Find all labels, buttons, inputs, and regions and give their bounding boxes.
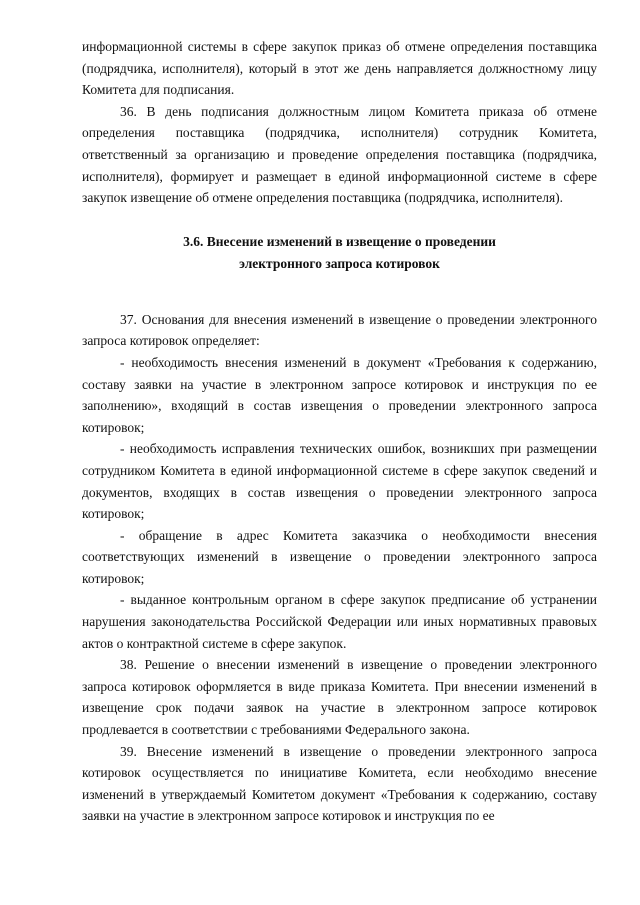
paragraph-39: 39. Внесение изменений в извещение о проведении электронного запроса котировок осуществляется по инициативе Комитета, если необходимо внесение изменений в утверждаемый Комитетом документ «Требования к содержанию, составу заявки на участие в электронном запросе котировок и инструкция по ее [82,743,597,824]
paragraph-37: 37. Основания для внесения изменений в извещение о проведении электронного запроса котировок определяет: [82,311,597,349]
paragraph-continuation: информационной системы в сфере закупок приказ об отмене определения поставщика (подрядчика, исполнителя), который в этот же день направляется должностному лицу Комитета для подписания. [82,39,597,98]
section-heading-line1: 3.6. Внесение изменений в извещение о проведении [183,233,496,249]
list-item-bullet-4: - выданное контрольным органом в сфере закупок предписание об устранении нарушения законодательства Российской Федерации или иных нормативных правовых актов о контрактной системе в сфере закупок. [82,592,597,651]
document-page [82,36,597,827]
paragraph-36: 36. В день подписания должностным лицом Комитета приказа об отмене определения поставщика (подрядчика, исполнителя) сотрудник Комитета, ответственный за организацию и проведение определения поставщика (подрядчика, исполнителя), формирует и размещает в единой информационной системе в сфере закупок извещение об отмене определения поставщика (подрядчика, исполнителя). [82,103,597,206]
list-item-bullet-3: - обращение в адрес Комитета заказчика о необходимости внесения соответствующих изменений в извещение о проведении электронного запроса котировок; [82,527,597,586]
list-item-bullet-2: - необходимость исправления технических ошибок, возникших при размещении сотрудником Комитета в единой информационной системе в сфере закупок сведений и документов, входящих в состав извещения о проведении электронного запроса котировок; [82,441,597,522]
section-heading [82,231,597,275]
section-heading-line2: электронного запроса котировок [239,255,440,271]
list-item-bullet-1: - необходимость внесения изменений в документ «Требования к содержанию, составу заявки на участие в электронном запросе котировок и инструкция по ее заполнению», входящий в состав извещения о проведении электронного запроса котировок; [82,354,597,435]
paragraph-38: 38. Решение о внесении изменений в извещение о проведении электронного запроса котировок оформляется в виде приказа Комитета. При внесении изменений в извещение срок подачи заявок на участие в электронном запросе котировок продлевается в соответствии с требованиями Федерального закона. [82,657,597,738]
